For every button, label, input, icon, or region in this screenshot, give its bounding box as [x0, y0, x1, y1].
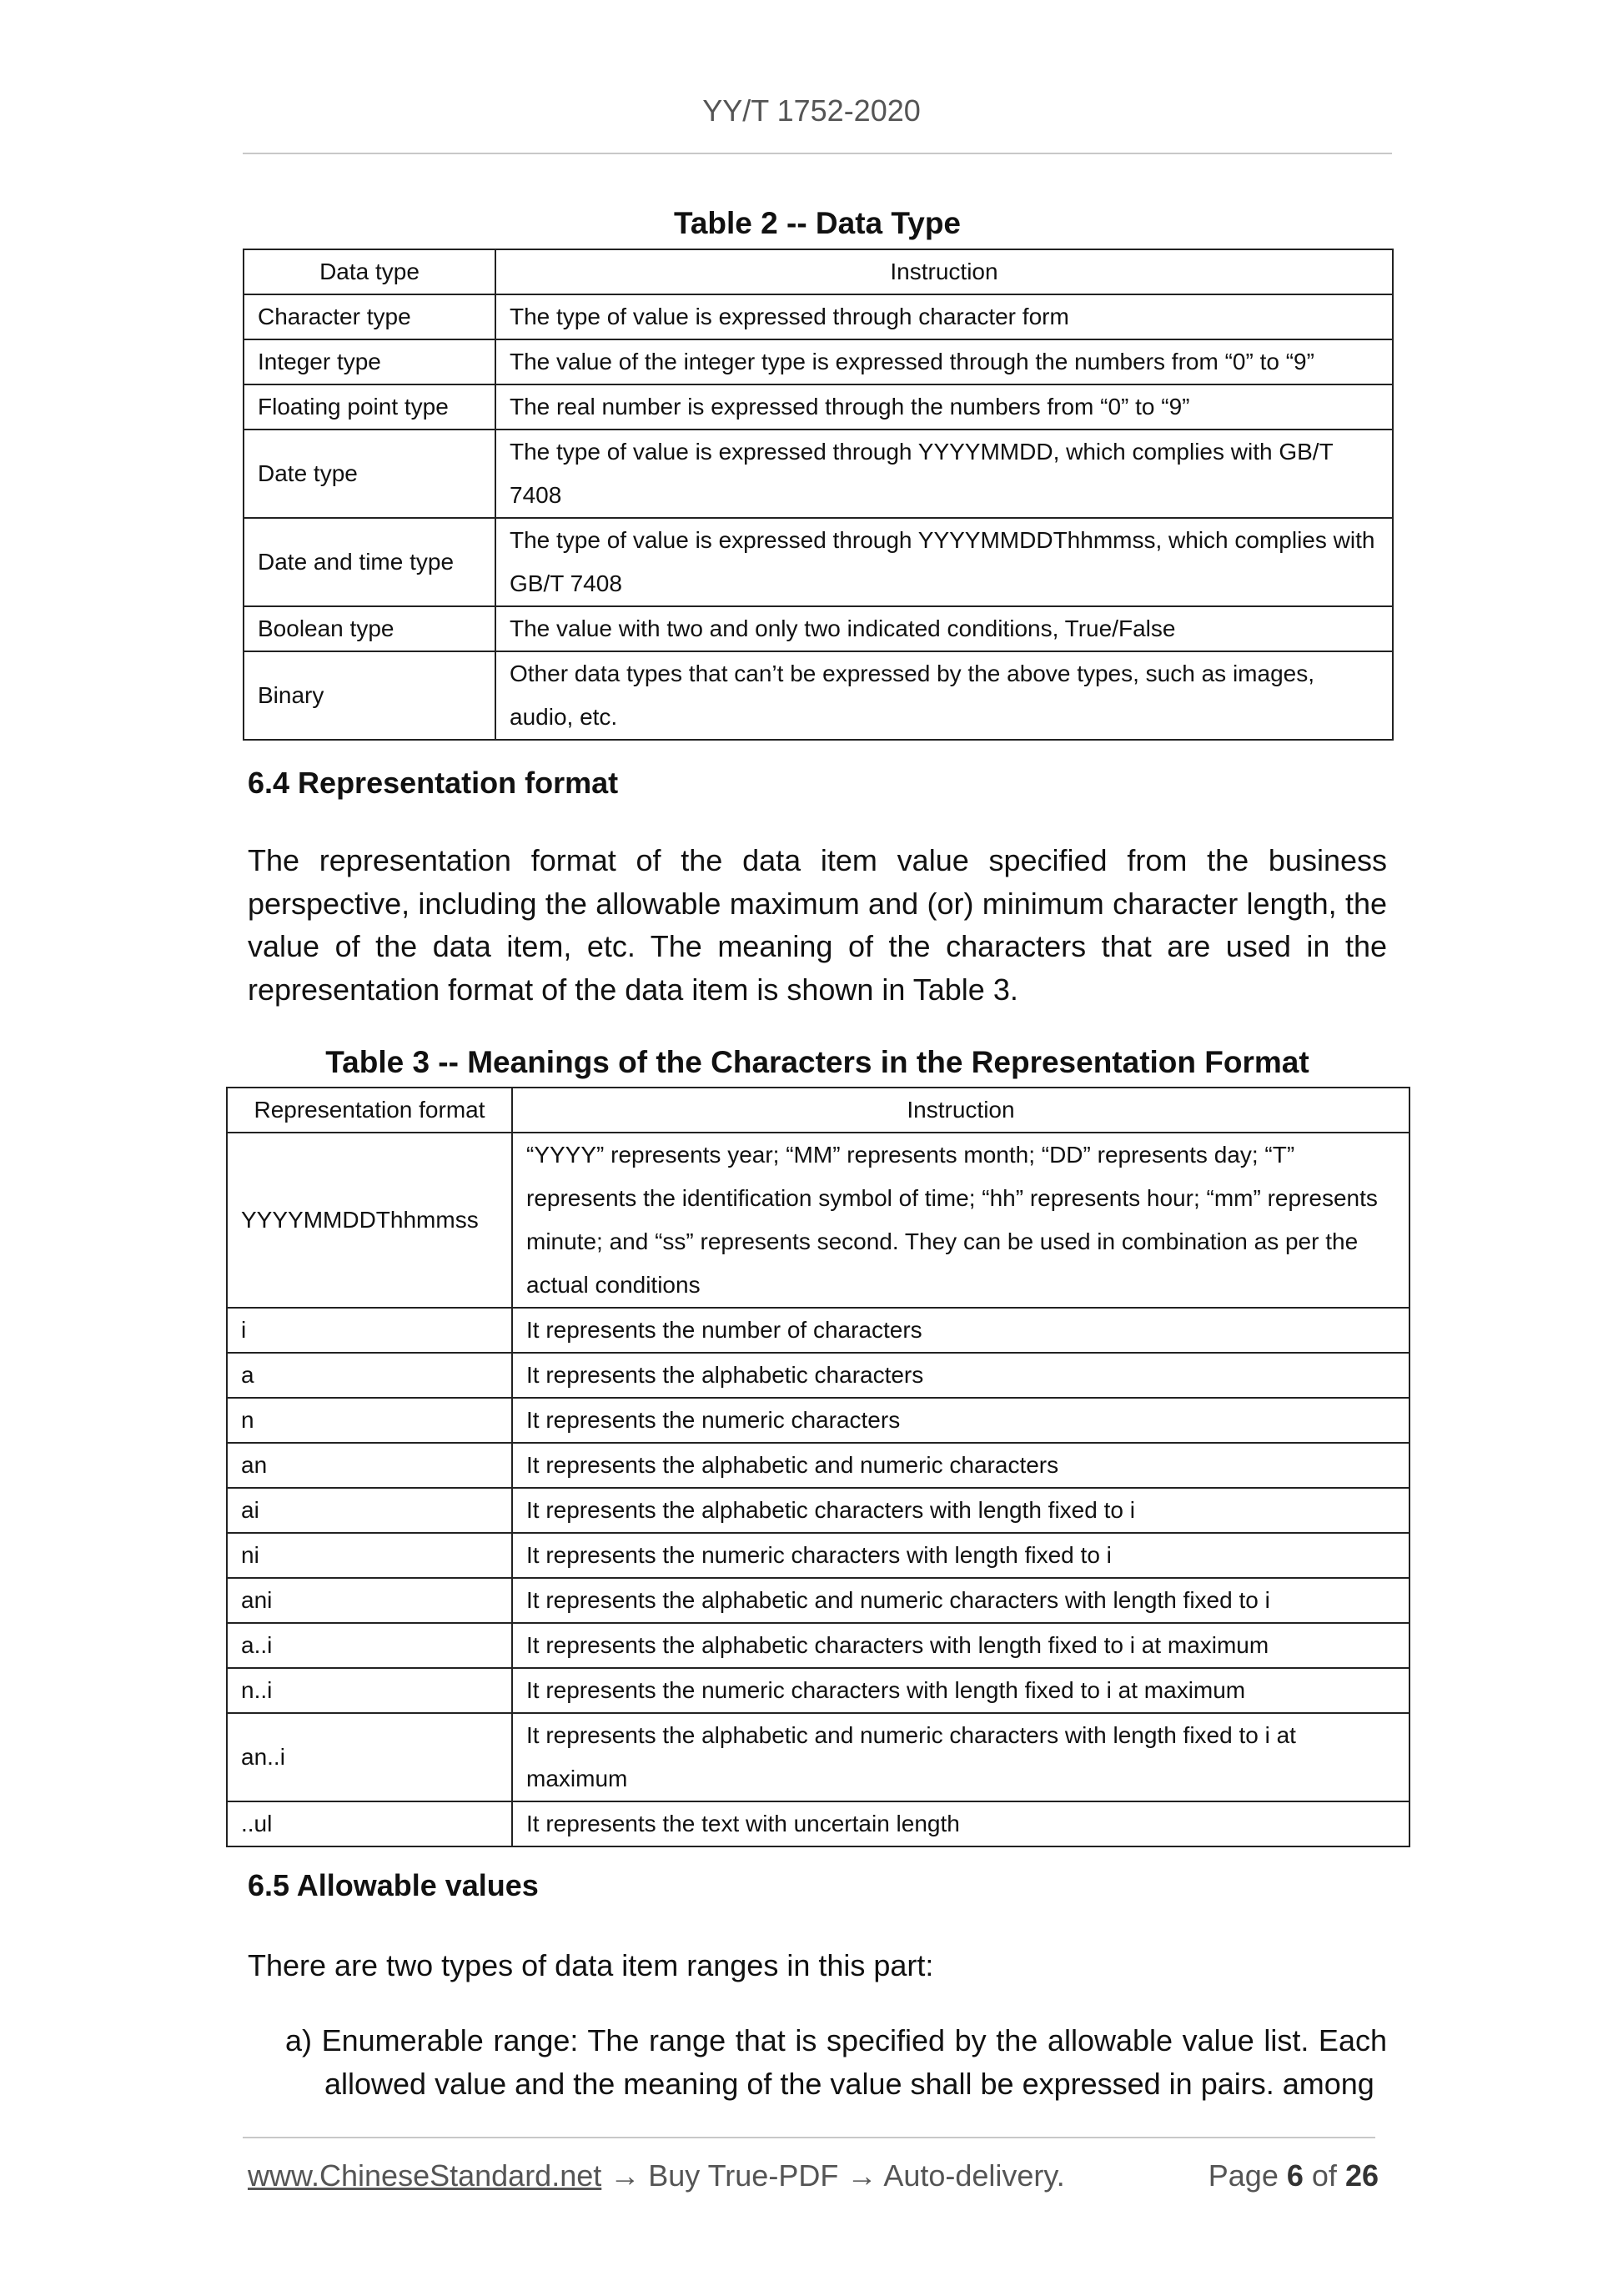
table-row — [227, 1398, 1409, 1443]
list-item-a: a) Enumerable range: The range that is specified by the allowable value list. Each allowed value and the meaning of the value shall be expressed in pairs. among — [285, 2023, 1387, 2101]
table-row — [227, 1668, 1409, 1713]
table3-cell-format: ..ul — [227, 1801, 512, 1846]
table3-cell-format: a..i — [227, 1623, 512, 1668]
table2-cell-instruction: The type of value is expressed through YYYYMMDD, which complies with GB/T 7408 — [495, 430, 1393, 518]
table2-cell-type: Binary — [244, 651, 495, 740]
table3-column-header: Instruction — [512, 1088, 1409, 1133]
table3-cell-format: YYYYMMDDThhmmss — [227, 1133, 512, 1308]
table3-column-header: Representation format — [227, 1088, 512, 1133]
table2-cell-type: Floating point type — [244, 384, 495, 430]
table3-cell-instruction: It represents the text with uncertain length — [512, 1801, 1409, 1846]
table-row — [227, 1801, 1409, 1846]
table-row — [244, 294, 1393, 339]
table2-cell-instruction: Other data types that can’t be expressed by the above types, such as images, audio, etc. — [495, 651, 1393, 740]
section-6-5-paragraph: There are two types of data item ranges in this part: — [248, 1948, 934, 1982]
table3 — [226, 1087, 1410, 1847]
table-row — [227, 1353, 1409, 1398]
table2-cell-instruction: The type of value is expressed through character form — [495, 294, 1393, 339]
table3-cell-instruction: It represents the alphabetic and numeric characters with length fixed to i at maximum — [512, 1713, 1409, 1801]
table-row — [227, 1133, 1409, 1308]
table3-cell-instruction: It represents the numeric characters — [512, 1398, 1409, 1443]
table3-cell-format: n..i — [227, 1668, 512, 1713]
table-row — [244, 430, 1393, 518]
table3-cell-instruction: It represents the alphabetic characters — [512, 1353, 1409, 1398]
table-row — [227, 1623, 1409, 1668]
table3-cell-format: a — [227, 1353, 512, 1398]
document-header: YY/T 1752-2020 — [702, 93, 921, 128]
table-row — [227, 1443, 1409, 1488]
table2-cell-type: Date type — [244, 430, 495, 518]
table3-cell-instruction: It represents the alphabetic and numeric characters with length fixed to i — [512, 1578, 1409, 1623]
table-row — [227, 1713, 1409, 1801]
footer-divider — [243, 2137, 1375, 2138]
table-row — [244, 651, 1393, 740]
table2-cell-instruction: The value of the integer type is expressed through the numbers from “0” to “9” — [495, 339, 1393, 384]
table3-cell-instruction: It represents the alphabetic and numeric characters — [512, 1443, 1409, 1488]
section-heading-6-4: 6.4 Representation format — [248, 766, 619, 800]
table3-header-row — [227, 1088, 1409, 1133]
page-total: 26 — [1344, 2158, 1379, 2193]
table3-cell-format: i — [227, 1308, 512, 1353]
table2-column-header: Instruction — [495, 249, 1393, 294]
table3-cell-format: ni — [227, 1533, 512, 1578]
table2-cell-type: Character type — [244, 294, 495, 339]
table3-cell-instruction: It represents the alphabetic characters with length fixed to i — [512, 1488, 1409, 1533]
table2-cell-instruction: The value with two and only two indicated conditions, True/False — [495, 606, 1393, 651]
table2-cell-type: Date and time type — [244, 518, 495, 606]
page-number — [1208, 2158, 1379, 2193]
table-row — [227, 1488, 1409, 1533]
table-row — [244, 606, 1393, 651]
table2-cell-type: Integer type — [244, 339, 495, 384]
table2-caption: Table 2 -- Data Type — [673, 206, 962, 240]
table2-cell-instruction: The real number is expressed through the numbers from “0” to “9” — [495, 384, 1393, 430]
table-row — [244, 518, 1393, 606]
table3-cell-instruction: It represents the alphabetic characters with length fixed to i at maximum — [512, 1623, 1409, 1668]
table3-cell-instruction: It represents the number of characters — [512, 1308, 1409, 1353]
section-heading-6-5: 6.5 Allowable values — [248, 1868, 539, 1902]
table2-cell-instruction: The type of value is expressed through YYYYMMDDThhmmss, which complies with GB/T 7408 — [495, 518, 1393, 606]
page-of-label: of — [1311, 2158, 1337, 2193]
table2-column-header: Data type — [244, 249, 495, 294]
header-divider — [243, 153, 1392, 154]
table3-cell-format: an — [227, 1443, 512, 1488]
table2 — [243, 249, 1394, 741]
page-current: 6 — [1286, 2158, 1304, 2193]
table3-caption: Table 3 -- Meanings of the Characters in the Representation Format — [325, 1045, 1309, 1079]
page-footer — [248, 2158, 1379, 2193]
table3-cell-instruction: It represents the numeric characters with length fixed to i — [512, 1533, 1409, 1578]
table3-cell-format: ai — [227, 1488, 512, 1533]
website-link[interactable]: www.ChineseStandard.net — [248, 2158, 602, 2193]
table-row — [227, 1533, 1409, 1578]
table3-cell-instruction: It represents the numeric characters with length fixed to i at maximum — [512, 1668, 1409, 1713]
table-row — [244, 339, 1393, 384]
table3-cell-instruction: “YYYY” represents year; “MM” represents month; “DD” represents day; “T” represents the identification symbol of time; “hh” represents hour; “mm” represents minute; and “ss” represents second. They can be used in combination as per the actual conditions — [512, 1133, 1409, 1308]
table3-cell-format: ani — [227, 1578, 512, 1623]
footer-tagline: → Buy True-PDF → Auto-delivery. — [601, 2158, 1065, 2193]
table-row — [227, 1308, 1409, 1353]
page-label: Page — [1208, 2158, 1279, 2193]
table3-cell-format: n — [227, 1398, 512, 1443]
table2-cell-type: Boolean type — [244, 606, 495, 651]
table3-cell-format: an..i — [227, 1713, 512, 1801]
table2-header-row — [244, 249, 1393, 294]
section-6-4-paragraph: The representation format of the data item value specified from the business perspective, including the allowable maximum and (or) minimum character length, the value of the data item, etc. The meaning of the characters that are used in the representation format of the data item is shown in Table 3. — [248, 843, 1387, 1007]
table-row — [244, 384, 1393, 430]
table-row — [227, 1578, 1409, 1623]
